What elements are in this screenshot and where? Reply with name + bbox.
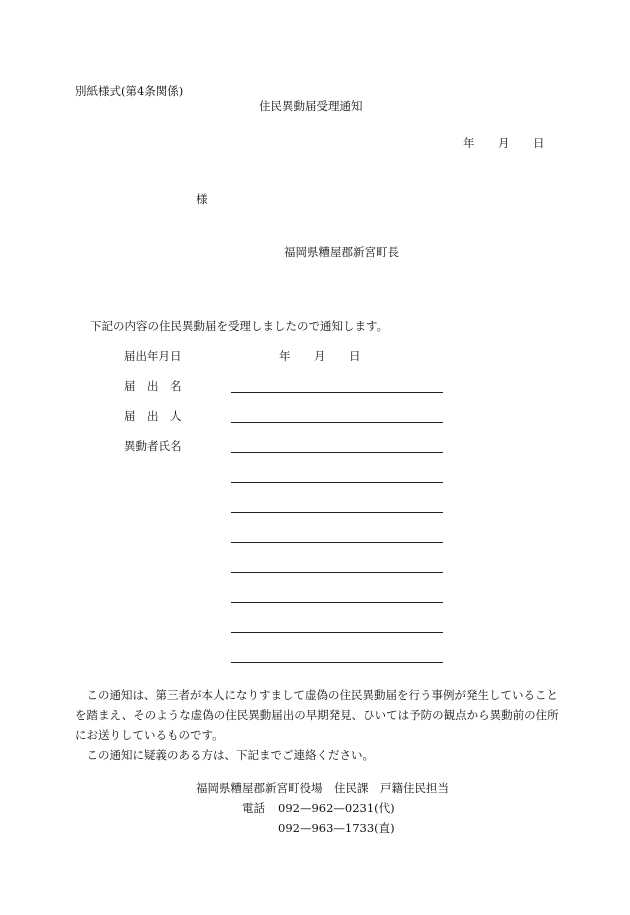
document-title: 住民異動届受理通知 <box>259 99 363 113</box>
mover-name-line <box>231 602 443 603</box>
form-label: 別紙様式(第4条関係) <box>75 84 184 98</box>
notification-name-label: 届 出 名 <box>124 379 182 393</box>
contact-office: 福岡県糟屋郡新宮町役場 住民課 戸籍住民担当 <box>196 781 449 795</box>
intro-text: 下記の内容の住民異動届を受理しましたので通知します。 <box>90 319 389 333</box>
mover-name-line <box>231 452 443 453</box>
issue-date-year: 年 <box>463 136 475 150</box>
submit-date-year: 年 <box>279 349 291 363</box>
mover-name-line <box>231 542 443 543</box>
notice-paragraphs <box>75 685 560 765</box>
mover-name-line <box>231 572 443 573</box>
notifier-label: 届 出 人 <box>124 409 182 423</box>
issue-date-day: 日 <box>533 136 545 150</box>
addressee-suffix: 様 <box>196 192 208 206</box>
notice-paragraph-1: この通知は、第三者が本人になりすまして虚偽の住民異動届を行う事例が発生していることを踏まえ、そのような虚偽の住民異動届出の早期発見、ひいては予防の観点から異動前の住所にお送りしているものです。 <box>75 688 559 742</box>
submit-date-label: 届出年月日 <box>124 349 182 363</box>
submit-date-month: 月 <box>314 349 326 363</box>
notifier-line <box>231 422 443 423</box>
notification-name-line <box>231 392 443 393</box>
mover-name-line <box>231 512 443 513</box>
mover-name-line <box>231 632 443 633</box>
mover-name-line <box>231 662 443 663</box>
submit-date-day: 日 <box>349 349 361 363</box>
mover-name-label: 異動者氏名 <box>124 439 182 453</box>
contact-phone-main: 092—962—0231(代) <box>278 801 395 815</box>
sender-name: 福岡県糟屋郡新宮町長 <box>284 245 399 259</box>
notice-paragraph-2: この通知に疑義のある方は、下記までご連絡ください。 <box>86 748 374 762</box>
contact-phone-direct: 092—963—1733(直) <box>278 821 395 835</box>
mover-name-line <box>231 482 443 483</box>
issue-date-month: 月 <box>498 136 510 150</box>
contact-phone-label: 電話 <box>242 801 265 815</box>
